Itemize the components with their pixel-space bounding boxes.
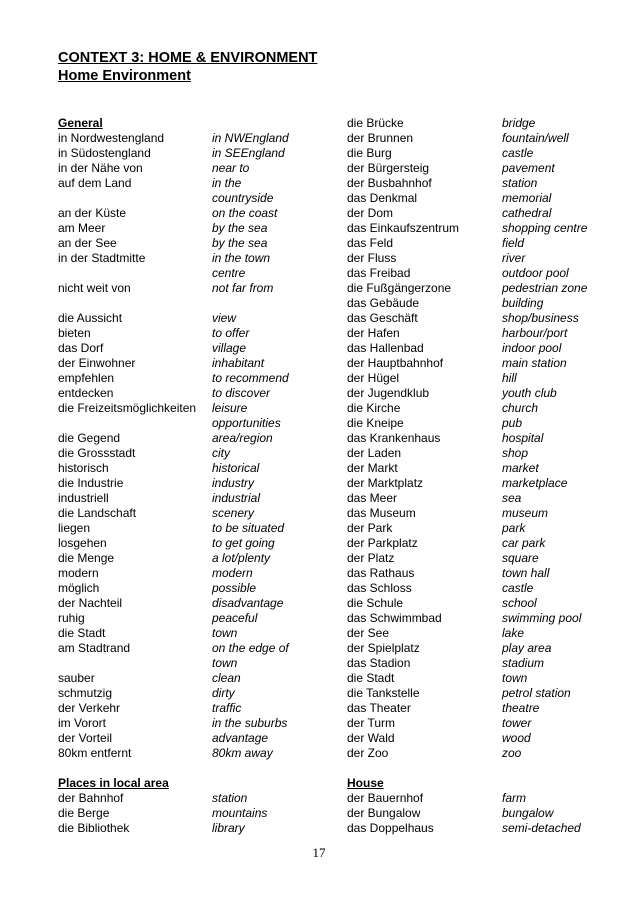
german-term: das Einkaufszentrum [347, 221, 460, 235]
english-translation: bungalow [502, 806, 554, 820]
german-term: die Tankstelle [347, 686, 420, 700]
german-term: das Museum [347, 506, 416, 520]
english-translation: hospital [502, 431, 544, 445]
german-term: das Feld [347, 236, 394, 250]
blank-line [347, 761, 459, 776]
english-translation: school [502, 596, 537, 610]
english-translation: industry [212, 476, 255, 490]
german-term: der Verkehr [58, 701, 121, 715]
german-term: modern [58, 566, 99, 580]
english-translation: indoor pool [502, 341, 562, 355]
german-term: der Nachteil [58, 596, 123, 610]
english-translation: sea [502, 491, 522, 505]
german-term: der Dom [347, 206, 394, 220]
german-term [58, 191, 196, 206]
english-translation: car park [502, 536, 546, 550]
german-term: die Grossstadt [58, 446, 136, 460]
german-term: der Marktplatz [347, 476, 424, 490]
german-term: das Schwimmbad [347, 611, 442, 625]
german-term: der Busbahnhof [347, 176, 432, 190]
german-term: nicht weit von [58, 281, 131, 295]
english-translation: shop [502, 446, 529, 460]
english-translation: inhabitant [212, 356, 265, 370]
german-term: der Einwohner [58, 356, 136, 370]
english-translation: fountain/well [502, 131, 569, 145]
german-term: bieten [58, 326, 91, 340]
german-term: das Theater [347, 701, 411, 715]
german-term: der Parkplatz [347, 536, 418, 550]
english-translation: to offer [212, 326, 250, 340]
section-heading: General [58, 116, 103, 130]
blank-line [212, 296, 289, 311]
english-translation: in SEEngland [212, 146, 285, 160]
left-german-column [58, 116, 196, 836]
english-translation: town [212, 626, 238, 640]
german-term: sauber [58, 671, 95, 685]
english-translation: museum [502, 506, 549, 520]
english-translation: not far from [212, 281, 274, 295]
german-term: das Denkmal [347, 191, 418, 205]
english-translation: theatre [502, 701, 540, 715]
english-translation: by the sea [212, 236, 268, 250]
german-term: der Hauptbahnhof [347, 356, 444, 370]
german-term: der See [347, 626, 390, 640]
german-term: entdecken [58, 386, 114, 400]
german-term: der Jugendklub [347, 386, 430, 400]
english-translation: countryside [212, 191, 274, 205]
context-title: CONTEXT 3: HOME & ENVIRONMENT [58, 50, 318, 66]
blank-line [212, 116, 289, 131]
english-translation: area/region [212, 431, 273, 445]
german-term: das Hallenbad [347, 341, 424, 355]
english-translation: youth club [502, 386, 557, 400]
german-term: in der Nähe von [58, 161, 143, 175]
english-translation: petrol station [502, 686, 571, 700]
german-term: die Gegend [58, 431, 121, 445]
english-translation: town [502, 671, 528, 685]
german-term: die Burg [347, 146, 392, 160]
german-term: das Meer [347, 491, 398, 505]
german-term: die Fußgängerzone [347, 281, 452, 295]
german-term: an der Küste [58, 206, 127, 220]
english-translation: 80km away [212, 746, 273, 760]
right-german-column [347, 116, 459, 836]
german-term: das Stadion [347, 656, 411, 670]
english-translation: square [502, 551, 539, 565]
english-translation: a lot/plenty [212, 551, 271, 565]
english-translation: harbour/port [502, 326, 568, 340]
german-term: die Industrie [58, 476, 124, 490]
german-term: das Rathaus [347, 566, 415, 580]
german-term: die Stadt [58, 626, 106, 640]
english-translation: marketplace [502, 476, 568, 490]
english-translation: possible [212, 581, 257, 595]
german-term: die Brücke [347, 116, 404, 130]
german-term: am Stadtrand [58, 641, 131, 655]
english-translation: church [502, 401, 539, 415]
german-term: empfehlen [58, 371, 115, 385]
german-term: der Hafen [347, 326, 400, 340]
blank-line [502, 776, 587, 791]
english-translation: hill [502, 371, 517, 385]
blank-line [212, 761, 289, 776]
english-translation: city [212, 446, 230, 460]
english-translation: lake [502, 626, 525, 640]
english-translation: peaceful [212, 611, 258, 625]
english-translation: market [502, 461, 539, 475]
german-term: das Krankenhaus [347, 431, 441, 445]
english-translation: modern [212, 566, 253, 580]
german-term: der Markt [347, 461, 398, 475]
german-term: die Schule [347, 596, 404, 610]
english-translation: on the edge of [212, 641, 289, 655]
english-translation: scenery [212, 506, 255, 520]
german-term [58, 656, 196, 671]
english-translation: outdoor pool [502, 266, 569, 280]
german-term: der Fluss [347, 251, 397, 265]
english-translation: on the coast [212, 206, 278, 220]
german-term: möglich [58, 581, 100, 595]
topic-title: Home Environment [58, 68, 191, 84]
german-term: der Vorteil [58, 731, 113, 745]
english-translation: zoo [502, 746, 522, 760]
german-term: in der Stadtmitte [58, 251, 146, 265]
german-term [58, 416, 196, 431]
english-translation: in the suburbs [212, 716, 288, 730]
english-translation: main station [502, 356, 567, 370]
english-translation: village [212, 341, 247, 355]
blank-line [58, 296, 196, 311]
english-translation: play area [502, 641, 552, 655]
english-translation: memorial [502, 191, 552, 205]
german-term: der Platz [347, 551, 395, 565]
german-term: losgehen [58, 536, 107, 550]
english-translation: castle [502, 146, 534, 160]
german-term: die Kirche [347, 401, 401, 415]
english-translation: centre [212, 266, 246, 280]
german-term: auf dem Land [58, 176, 132, 190]
english-translation: station [502, 176, 538, 190]
german-term: der Laden [347, 446, 402, 460]
right-english-column [502, 116, 587, 836]
german-term: ruhig [58, 611, 85, 625]
german-term: das Dorf [58, 341, 104, 355]
english-translation: bridge [502, 116, 536, 130]
german-term: der Bauernhof [347, 791, 424, 805]
german-term: der Zoo [347, 746, 389, 760]
english-translation: town [212, 656, 238, 670]
english-translation: dirty [212, 686, 235, 700]
left-english-column [212, 116, 289, 836]
german-term: der Spielplatz [347, 641, 420, 655]
english-translation: shopping centre [502, 221, 588, 235]
english-translation: park [502, 521, 526, 535]
english-translation: wood [502, 731, 531, 745]
english-translation: to be situated [212, 521, 285, 535]
english-translation: in NWEngland [212, 131, 289, 145]
german-term: die Freizeitsmöglichkeiten [58, 401, 197, 415]
english-translation: semi-detached [502, 821, 581, 835]
german-term: liegen [58, 521, 91, 535]
blank-line [58, 761, 196, 776]
section-heading: Places in local area [58, 776, 169, 790]
german-term: der Park [347, 521, 393, 535]
english-translation: library [212, 821, 245, 835]
english-translation: advantage [212, 731, 269, 745]
english-translation: stadium [502, 656, 545, 670]
german-term: die Aussicht [58, 311, 123, 325]
english-translation: town hall [502, 566, 550, 580]
english-translation: farm [502, 791, 526, 805]
blank-line [502, 761, 587, 776]
english-translation: to get going [212, 536, 275, 550]
english-translation: in the town [212, 251, 271, 265]
english-translation: station [212, 791, 248, 805]
german-term: der Bürgersteig [347, 161, 430, 175]
english-translation: opportunities [212, 416, 281, 430]
german-term: schmutzig [58, 686, 113, 700]
english-translation: building [502, 296, 544, 310]
english-translation: leisure [212, 401, 248, 415]
english-translation: by the sea [212, 221, 268, 235]
german-term: der Hügel [347, 371, 400, 385]
german-term: 80km entfernt [58, 746, 132, 760]
german-term: im Vorort [58, 716, 107, 730]
german-term: das Doppelhaus [347, 821, 434, 835]
english-translation: traffic [212, 701, 242, 715]
english-translation: view [212, 311, 237, 325]
english-translation: pedestrian zone [502, 281, 588, 295]
german-term: die Menge [58, 551, 115, 565]
german-term: das Freibad [347, 266, 411, 280]
german-term: die Kneipe [347, 416, 404, 430]
english-translation: near to [212, 161, 250, 175]
english-translation: to recommend [212, 371, 289, 385]
german-term: der Brunnen [347, 131, 414, 145]
english-translation: industrial [212, 491, 261, 505]
english-translation: shop/business [502, 311, 579, 325]
german-term: am Meer [58, 221, 106, 235]
english-translation: pavement [502, 161, 555, 175]
german-term: in Nordwestengland [58, 131, 165, 145]
german-term: der Bungalow [347, 806, 421, 820]
german-term: der Turm [347, 716, 396, 730]
blank-line [212, 776, 289, 791]
german-term: das Gebäude [347, 296, 420, 310]
english-translation: river [502, 251, 526, 265]
english-translation: tower [502, 716, 532, 730]
english-translation: disadvantage [212, 596, 284, 610]
english-translation: mountains [212, 806, 268, 820]
english-translation: in the [212, 176, 242, 190]
english-translation: castle [502, 581, 534, 595]
english-translation: swimming pool [502, 611, 582, 625]
german-term: die Berge [58, 806, 110, 820]
german-term: das Schloss [347, 581, 412, 595]
german-term: das Geschäft [347, 311, 418, 325]
german-term: historisch [58, 461, 109, 475]
german-term: der Bahnhof [58, 791, 124, 805]
german-term: der Wald [347, 731, 395, 745]
english-translation: clean [212, 671, 241, 685]
german-term: industriell [58, 491, 109, 505]
english-translation: to discover [212, 386, 271, 400]
german-term: an der See [58, 236, 117, 250]
german-term: die Stadt [347, 671, 395, 685]
english-translation: historical [212, 461, 260, 475]
page-number: 17 [312, 845, 326, 860]
section-heading: House [347, 776, 384, 790]
german-term [58, 266, 196, 281]
german-term: die Bibliothek [58, 821, 130, 835]
german-term: in Südostengland [58, 146, 151, 160]
german-term: die Landschaft [58, 506, 137, 520]
english-translation: cathedral [502, 206, 552, 220]
english-translation: pub [502, 416, 523, 430]
english-translation: field [502, 236, 525, 250]
